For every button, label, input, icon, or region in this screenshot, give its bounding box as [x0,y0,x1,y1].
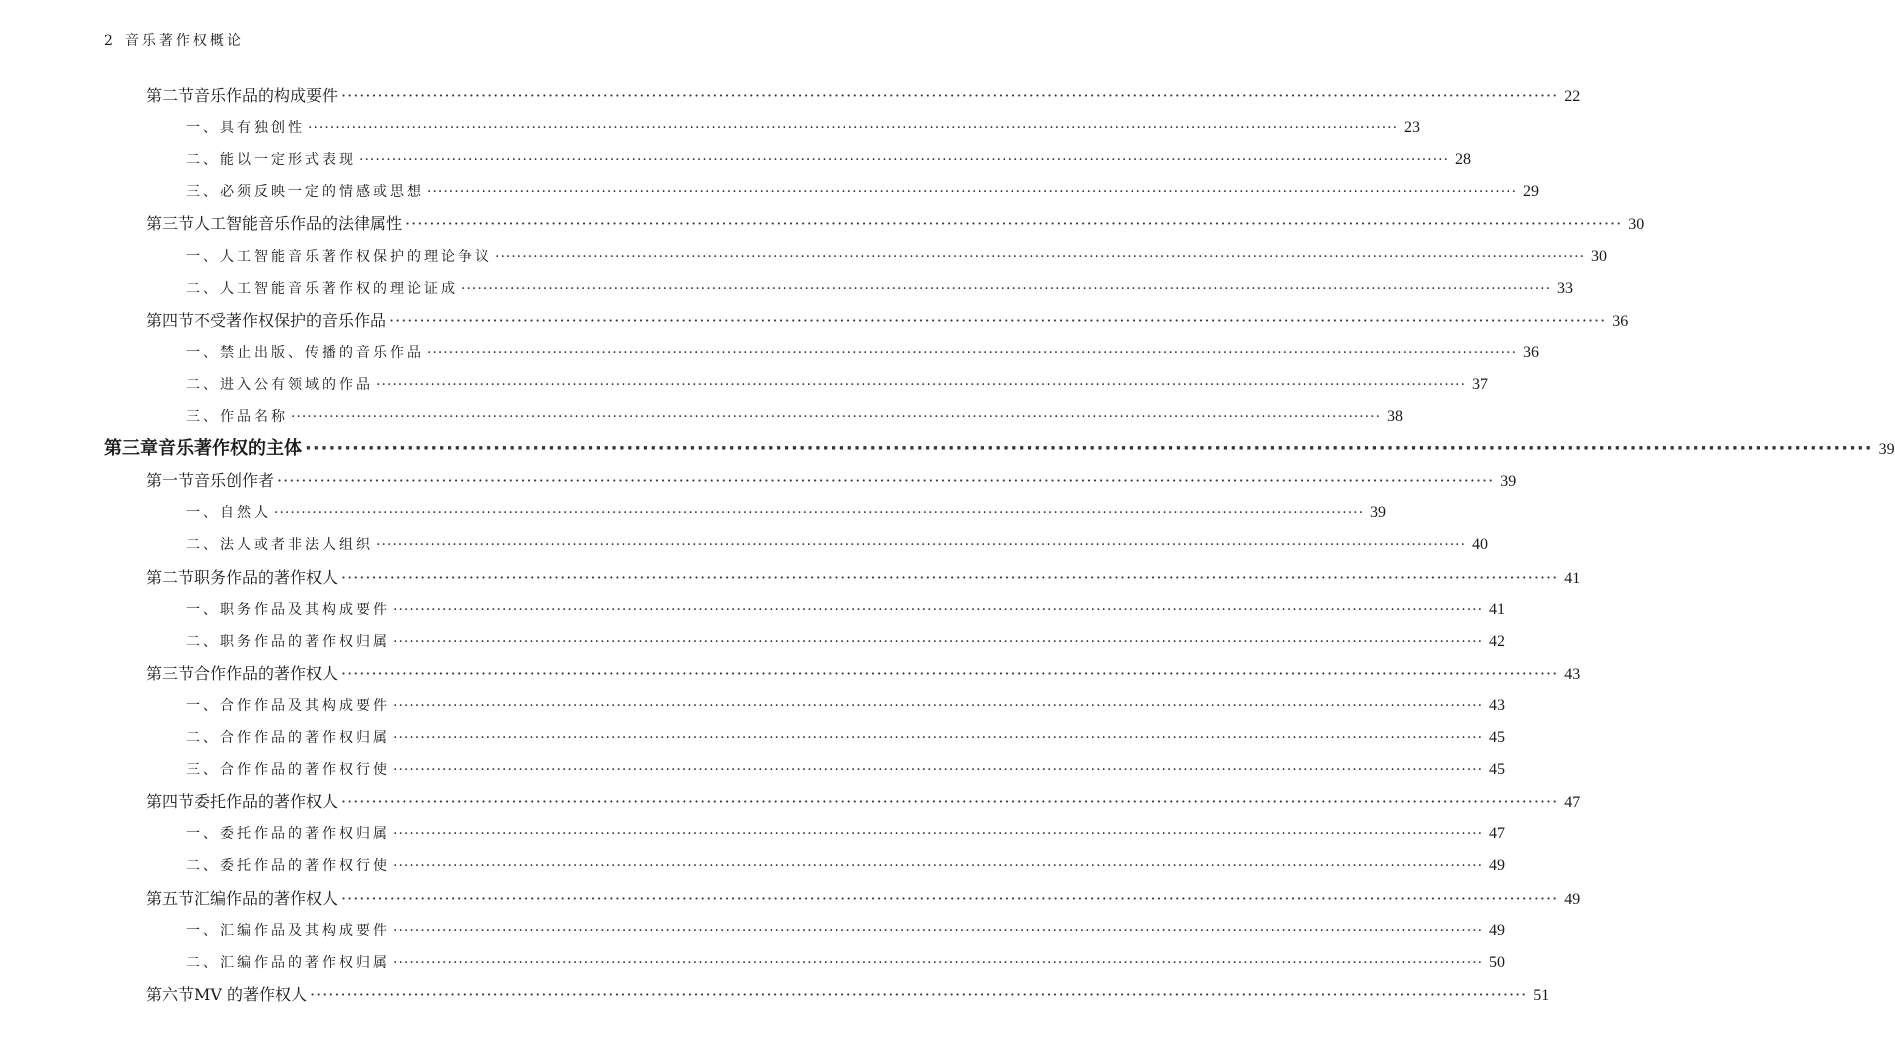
toc-entry-page-number: 22 [1564,88,1581,105]
toc-entry-title: 人工智能音乐作品的法律属性 [194,214,403,234]
toc-entry-title: 音乐著作权的主体 [158,438,302,460]
toc-entry-page-number: 49 [1489,921,1506,939]
toc-entry-item [186,632,1506,654]
toc-entry-page-number: 43 [1489,696,1506,714]
dot-leader: ········································································································································································································ [427,344,1518,361]
toc-entry-title: 二、职务作品的著作权归属 [186,633,390,650]
dot-leader: ········································································································································································································ [376,537,1467,554]
toc-entry-title: 一、自然人 [186,505,271,522]
toc-entry-title: 一、具有独创性 [186,120,305,137]
toc-entry-item [186,921,1506,943]
toc-entry-page-number: 47 [1564,794,1581,812]
toc-entry-item [186,856,1506,878]
toc-entry-item [186,953,1506,975]
toc-entry-title: 三、必须反映一定的情感或思想 [186,184,424,201]
dot-leader: ········································································································································································································ [341,86,1559,105]
toc-entry-label: 第二节 [146,86,195,105]
toc-entry-title: MV 的著作权人 [194,984,308,1004]
toc-entry-label: 第四节 [146,310,195,330]
toc-entry-label: 第二节 [146,567,195,587]
toc-entry-label: 第三节 [146,663,195,683]
dot-leader: ········································································································································································································ [341,888,1559,908]
toc-entry-section [146,984,1550,1007]
toc-entry-page-number: 39 [1500,473,1517,491]
toc-entry-title: 职务作品的著作权人 [194,567,339,587]
toc-entry-title: 二、人工智能音乐著作权的理论证成 [186,280,458,297]
toc-entry-title: 汇编作品的著作权人 [194,888,339,908]
dot-leader: ········································································································································································································ [495,248,1586,265]
dot-leader: ········································································································································································································ [461,280,1552,297]
toc-entry-page-number: 29 [1523,183,1540,201]
dot-leader: ········································································································································································································ [359,152,1450,169]
toc-entry-page-number: 49 [1564,890,1581,908]
toc-entry-title: 三、合作作品的著作权行使 [186,762,390,779]
toc-entry-page-number: 33 [1557,279,1574,297]
toc-entry-item [186,503,1387,525]
toc-entry-title: 二、合作作品的著作权归属 [186,730,390,746]
toc-entry-page-number: 43 [1564,665,1581,683]
running-header [104,30,244,50]
toc-entry-page-number: 30 [1628,216,1645,234]
toc-entry-page-number: 39 [1878,441,1895,459]
toc-entry-section [146,471,1517,493]
dot-leader: ········································································································································································································ [277,471,1495,491]
toc-entry-page-number: 41 [1564,569,1581,587]
dot-leader: ········································································································································································································ [393,730,1484,746]
toc-entry-item [186,182,1540,204]
toc-entry-page-number: 38 [1387,408,1404,425]
toc-entry-section [146,888,1581,911]
toc-entry-section [146,214,1645,236]
toc-entry-title: 一、汇编作品及其构成要件 [186,922,390,939]
toc-entry-title: 委托作品的著作权人 [194,792,339,812]
toc-entry-item [186,728,1506,750]
toc-entry-section [146,567,1581,590]
toc-entry-page-number: 23 [1404,119,1421,137]
toc-entry-label: 第五节 [146,888,195,908]
toc-entry-item [186,343,1540,365]
toc-entry-section [146,663,1581,686]
dot-leader: ········································································································································································································ [393,762,1484,779]
toc-entry-item [186,375,1489,397]
dot-leader: ········································································································································································································ [341,663,1559,683]
toc-entry-label: 第三章 [104,438,158,460]
toc-entry-title: 合作作品的著作权人 [194,663,339,683]
toc-entry-page-number: 36 [1612,312,1629,330]
toc-entry-item [186,535,1489,557]
toc-entry-page-number: 39 [1370,504,1387,522]
toc-entry-title: 三、作品名称 [186,409,288,425]
toc-entry-section [146,310,1629,333]
dot-leader: ········································································································································································································ [308,120,1399,137]
dot-leader: ········································································································································································································ [393,858,1484,875]
toc-entry-item [186,118,1421,140]
dot-leader: ········································································································································································································ [389,310,1607,330]
toc-entry-page-number: 45 [1489,761,1506,779]
toc-entry-chapter [104,438,1895,461]
dot-leader: ········································································································································································································ [305,438,1873,460]
dot-leader: ········································································································································································································ [393,922,1484,939]
toc-entry-title: 二、进入公有领域的作品 [186,376,373,393]
dot-leader: ········································································································································································································ [291,409,1382,425]
dot-leader: ········································································································································································································ [393,601,1484,618]
toc-entry-page-number: 40 [1472,536,1489,554]
toc-entry-title: 一、禁止出版、传播的音乐作品 [186,344,424,361]
dot-leader: ········································································································································································································ [427,184,1518,201]
toc-entry-title: 音乐作品的构成要件 [194,86,339,105]
toc-entry-title: 一、委托作品的著作权归属 [186,826,390,843]
toc-entry-label: 第四节 [146,792,195,812]
dot-leader: ········································································································································································································ [341,567,1559,587]
dot-leader: ········································································································································································································ [310,984,1528,1004]
toc-entry-page-number: 49 [1489,857,1506,875]
toc-entry-item [186,600,1506,622]
toc-entry-page-number: 47 [1489,825,1506,843]
toc-entry-item [186,824,1506,846]
toc-entry-item [186,696,1506,718]
toc-entry-page-number: 45 [1489,729,1506,746]
toc-entry-page-number: 42 [1489,632,1506,650]
dot-leader: ········································································································································································································ [393,633,1484,650]
toc-entry-label: 第六节 [146,984,195,1004]
dot-leader: ········································································································································································································ [393,697,1484,714]
toc-entry-page-number: 37 [1472,375,1489,393]
toc-entry-item [186,150,1472,172]
toc-entry-label: 第三节 [146,214,195,234]
dot-leader: ········································································································································································································ [393,954,1484,971]
toc-entry-item [186,279,1574,301]
dot-leader: ········································································································································································································ [405,214,1623,234]
toc-entry-title: 二、法人或者非法人组织 [186,537,373,554]
toc-entry-label: 第一节 [146,471,195,491]
toc-entry-page-number: 30 [1591,247,1608,265]
dot-leader: ········································································································································································································ [393,826,1484,843]
toc-entry-section [146,792,1581,814]
toc-entry-title: 不受著作权保护的音乐作品 [194,310,387,330]
toc-entry-title: 一、合作作品及其构成要件 [186,697,390,714]
dot-leader: ········································································································································································································ [376,376,1467,393]
toc-entry-title: 一、人工智能音乐著作权保护的理论争议 [186,248,492,265]
toc-entry-section [146,86,1581,108]
toc-entry-page-number: 28 [1455,151,1472,169]
dot-leader: ········································································································································································································ [274,505,1365,522]
toc-entry-item [186,407,1404,429]
toc-entry-title: 二、汇编作品的著作权归属 [186,954,390,971]
header-page-number: 2 [104,33,113,49]
toc-entry-page-number: 51 [1533,986,1550,1004]
toc-entry-title: 二、能以一定形式表现 [186,152,356,169]
toc-entry-item [186,760,1506,782]
toc-entry-title: 音乐创作者 [194,471,275,491]
toc-entry-page-number: 50 [1489,953,1506,971]
toc-entry-page-number: 41 [1489,600,1506,618]
toc-entry-item [186,247,1608,269]
toc-entry-page-number: 36 [1523,343,1540,361]
dot-leader: ········································································································································································································ [341,792,1559,812]
toc-entry-title: 二、委托作品的著作权行使 [186,858,390,875]
header-book-title: 音乐著作权概论 [124,33,244,49]
toc-entry-title: 一、职务作品及其构成要件 [186,601,390,618]
